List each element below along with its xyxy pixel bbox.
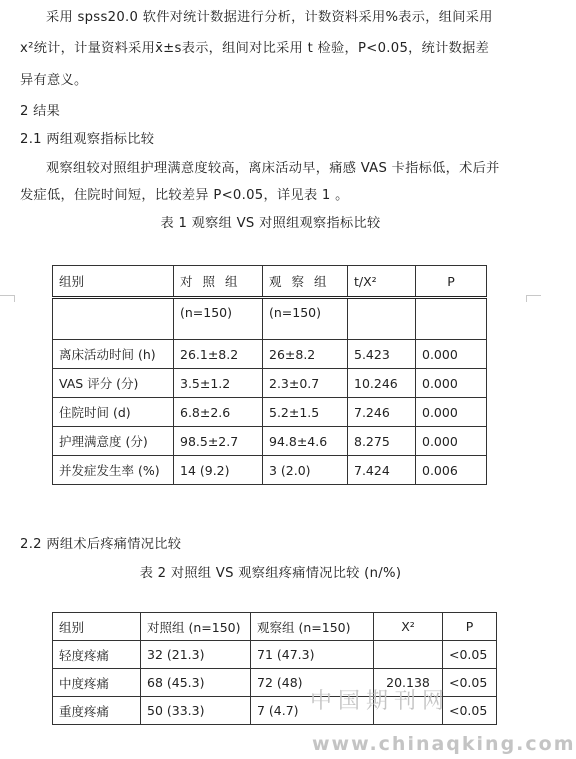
table-cell [53,298,174,340]
margin-mark-left [0,295,15,302]
table-cell: 7 (4.7) [251,697,374,725]
table1-header-stat: t/X² [348,266,416,298]
watermark-url: www.chinaqking.com [312,733,576,755]
table-cell: VAS 评分 (分) [53,369,174,398]
table2-caption: 表 2 对照组 VS 观察组疼痛情况比较 (n/%) [139,566,402,581]
table-cell: 20.138 [374,669,443,697]
table-row [53,456,487,485]
table-cell: 14 (9.2) [174,456,263,485]
table1-subheader-row [53,298,487,340]
table-row [53,427,487,456]
table-cell: <0.05 [443,669,497,697]
table-cell: 5.423 [348,340,416,369]
section-2-1-heading: 2.1 两组观察指标比较 [20,132,155,147]
table-cell: 3.5±1.2 [174,369,263,398]
table1-header-group: 组别 [53,266,174,298]
table-cell: 0.000 [416,340,487,369]
table-cell: (n=150) [263,298,348,340]
table2-header-row [53,613,497,641]
table-cell: 98.5±2.7 [174,427,263,456]
table-cell: 50 (33.3) [141,697,251,725]
table-1 [52,265,487,485]
table-cell: <0.05 [443,641,497,669]
table-cell: 5.2±1.5 [263,398,348,427]
table1-header-control: 对照组 [174,266,263,298]
methods-line-3: 异有意义。 [20,73,88,88]
methods-line-2: x²统计，计量资料采用x̄±s表示，组间对比采用 t 检验，P<0.05，统计数据差 [20,41,490,56]
table2-header-chi: X² [374,613,443,641]
table-cell [374,641,443,669]
table1-header-row [53,266,487,298]
table2-header-p: P [443,613,497,641]
results-line-2: 发症低，住院时间短，比较差异 P<0.05，详见表 1 。 [20,188,349,203]
table-cell: 3 (2.0) [263,456,348,485]
table-row [53,340,487,369]
table-cell: 住院时间 (d) [53,398,174,427]
table-cell: 轻度疼痛 [53,641,141,669]
table-cell: 72 (48) [251,669,374,697]
table-cell: <0.05 [443,697,497,725]
table-row [53,369,487,398]
table-cell: 0.000 [416,369,487,398]
table-cell: 并发症发生率 (%) [53,456,174,485]
table-cell: 0.000 [416,398,487,427]
table-cell: 8.275 [348,427,416,456]
table-row [53,398,487,427]
table-cell: 32 (21.3) [141,641,251,669]
table-cell: 中度疼痛 [53,669,141,697]
table-cell: 6.8±2.6 [174,398,263,427]
results-heading: 2 结果 [20,104,61,119]
table2-header-control: 对照组 (n=150) [141,613,251,641]
section-2-2-heading: 2.2 两组术后疼痛情况比较 [20,537,182,552]
table-cell: 7.424 [348,456,416,485]
table-cell: 0.006 [416,456,487,485]
table-cell: (n=150) [174,298,263,340]
watermark-name: 中国期刊网 [310,689,451,714]
table1-header-observation: 观察组 [263,266,348,298]
table-cell: 重度疼痛 [53,697,141,725]
table-cell: 26±8.2 [263,340,348,369]
table-cell: 7.246 [348,398,416,427]
table-cell: 护理满意度 (分) [53,427,174,456]
methods-line-1: 采用 spss20.0 软件对统计数据进行分析，计数资料采用%表示，组间采用 [46,10,493,25]
table-cell: 离床活动时间 (h) [53,340,174,369]
table1-header-p: P [416,266,487,298]
table-cell: 71 (47.3) [251,641,374,669]
table-row [53,641,497,669]
table2-header-observation: 观察组 (n=150) [251,613,374,641]
results-line-1: 观察组较对照组护理满意度较高，离床活动早，痛感 VAS 卡指标低，术后并 [46,161,500,176]
margin-mark-right [526,295,541,302]
table-cell [416,298,487,340]
table-cell: 26.1±8.2 [174,340,263,369]
table-cell: 10.246 [348,369,416,398]
table-cell: 0.000 [416,427,487,456]
table1-caption: 表 1 观察组 VS 对照组观察指标比较 [160,216,381,231]
table2-header-group: 组别 [53,613,141,641]
table-cell: 94.8±4.6 [263,427,348,456]
table-cell: 68 (45.3) [141,669,251,697]
table-cell [348,298,416,340]
table-cell: 2.3±0.7 [263,369,348,398]
